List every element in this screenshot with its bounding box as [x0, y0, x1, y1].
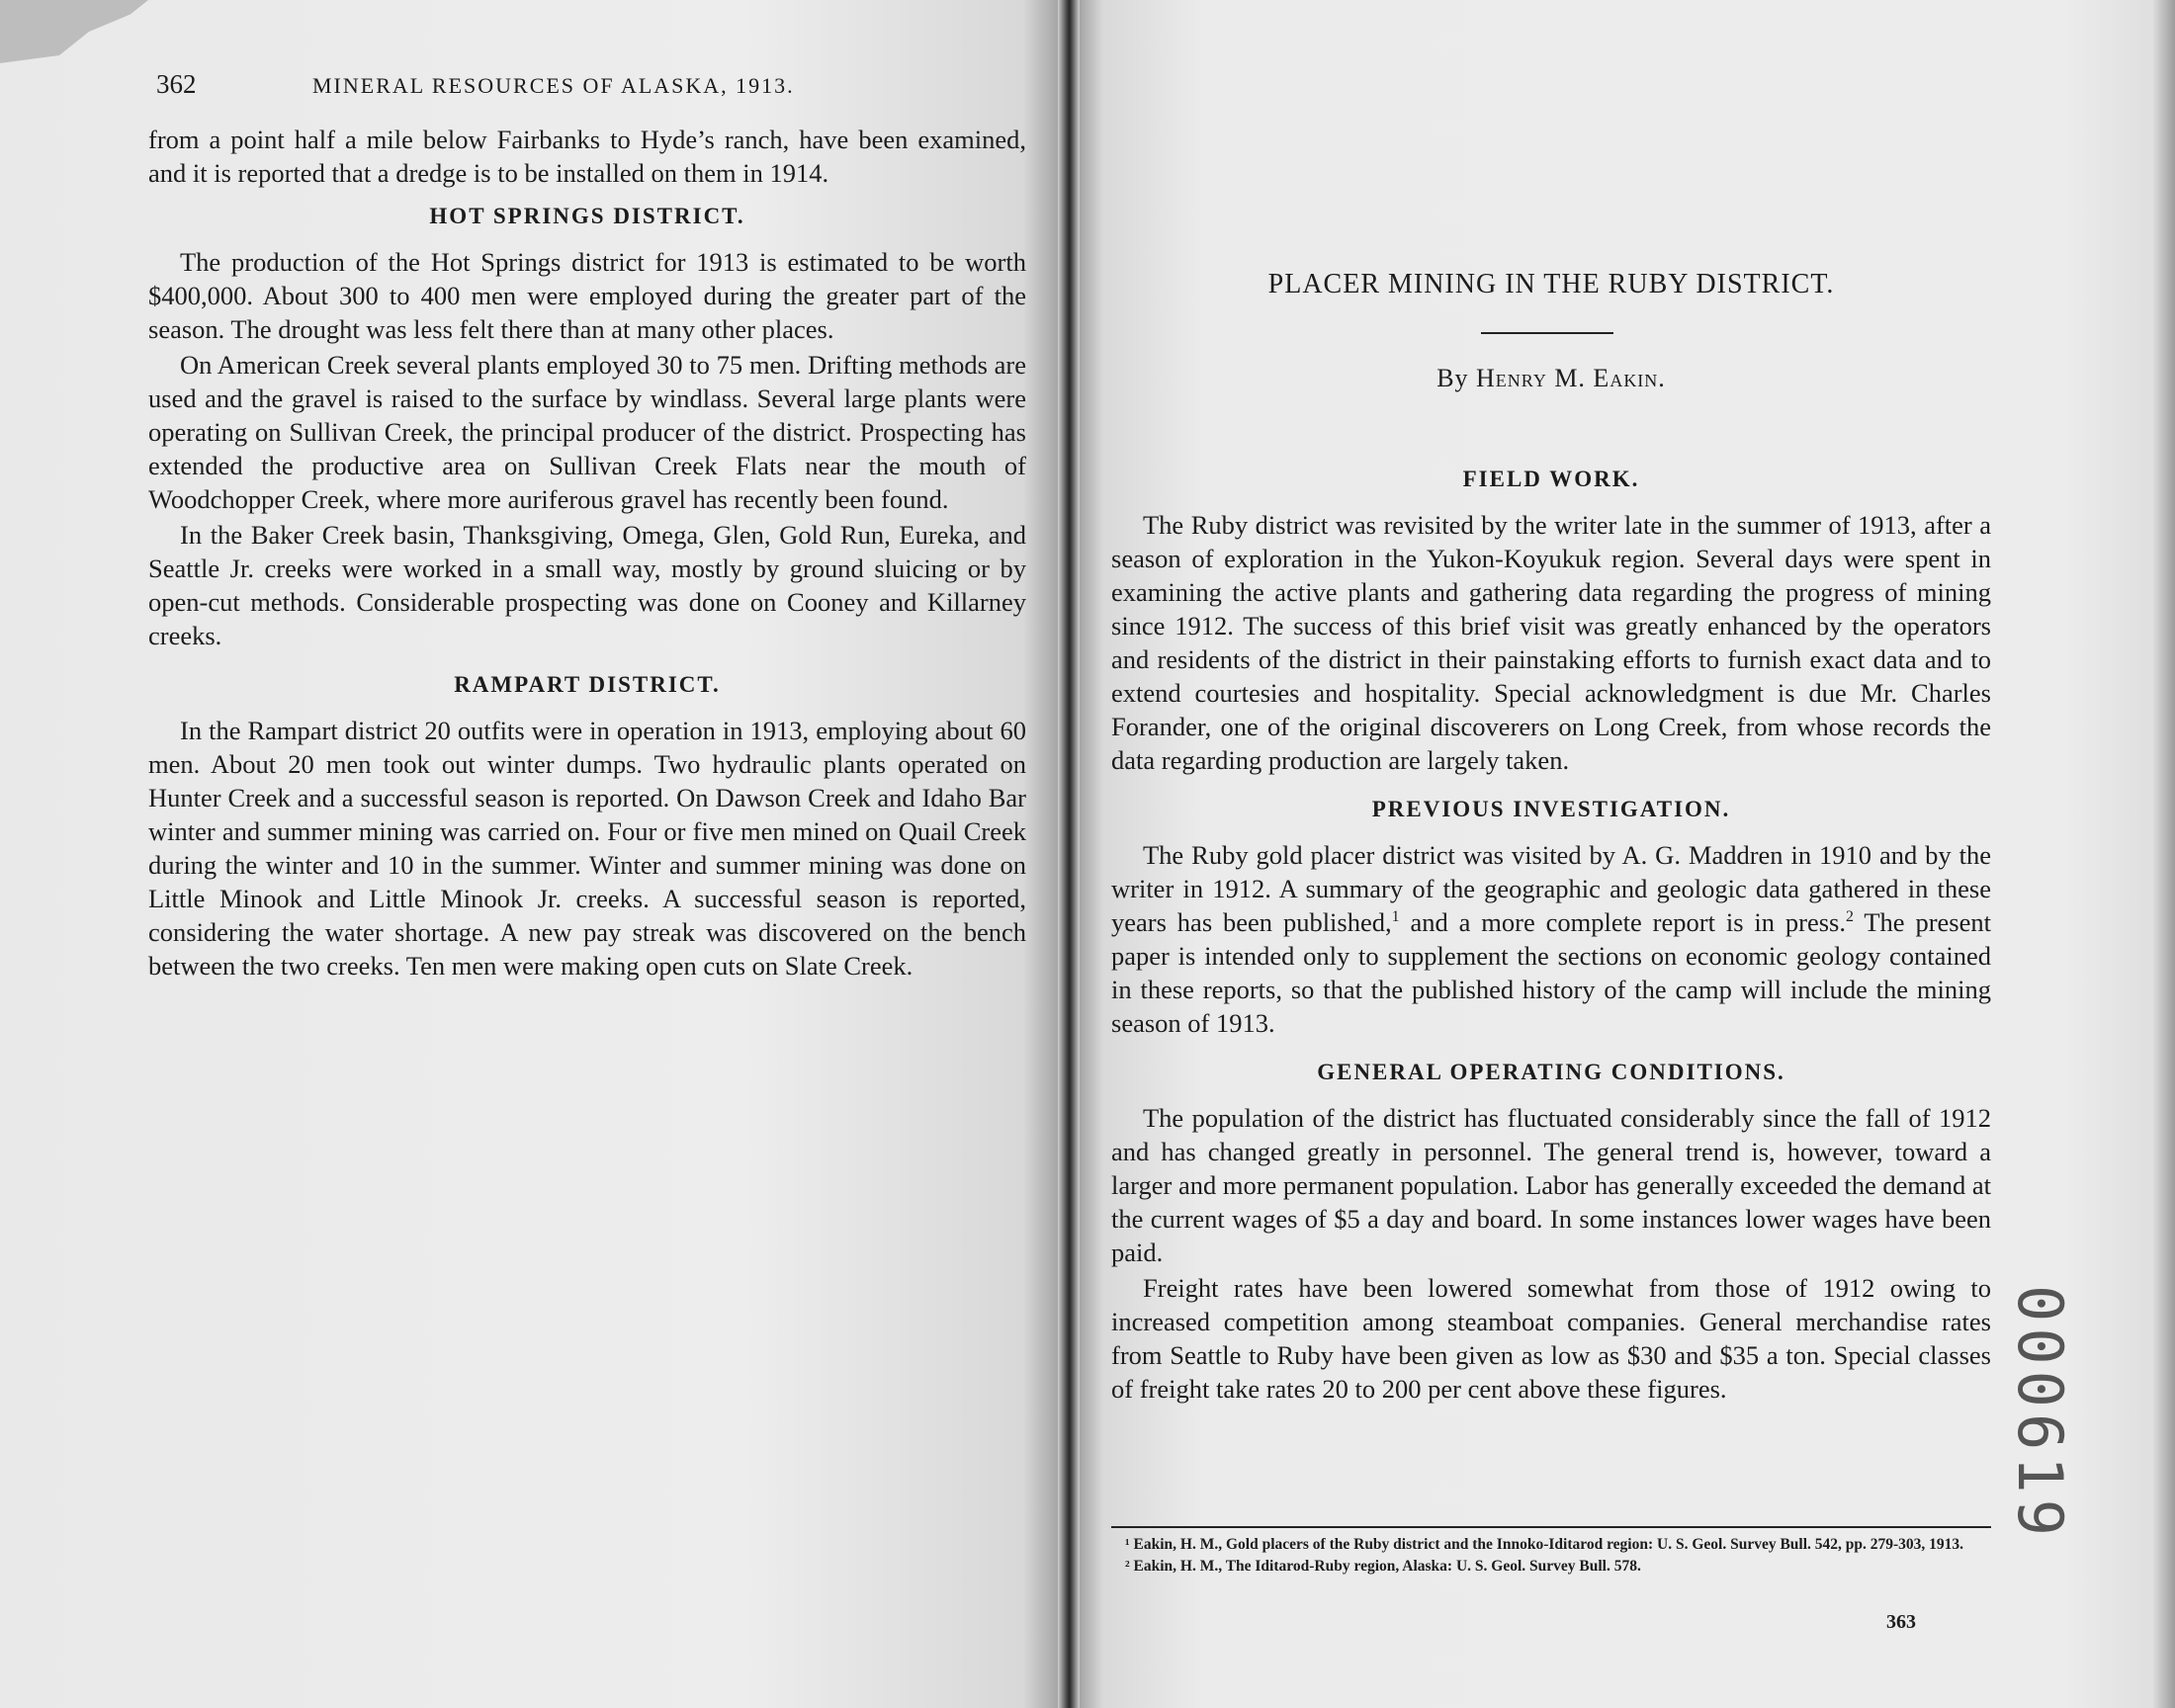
hot-springs-paragraph: On American Creek several plants employed 30 to 75 men. Drifting methods are used and the gravel is raised to the surface by windlass. Several large plants were operating on Sullivan Creek, the principal producer of the district. Prospecting has extended the productive area on Sullivan Creek Flats near the mouth of Woodchopper Creek, where more auriferous gravel has recently been found.	[148, 350, 1026, 514]
rampart-heading: RAMPART DISTRICT.	[454, 672, 721, 697]
left-page-number: 362	[156, 69, 197, 99]
previous-text-2: and a more complete report is in press.	[1399, 907, 1846, 937]
archive-stamp: 000619	[2004, 1285, 2076, 1542]
footnote-rule	[1111, 1526, 1991, 1528]
previous-investigation-heading: PREVIOUS INVESTIGATION.	[1371, 797, 1731, 821]
rampart-paragraph: In the Rampart district 20 outfits were in operation in 1913, employing about 60 men. About 20 men took out winter dumps. Two hydraulic plants operated on Hunter Creek and a successful season is reported. On Dawson Creek and Idaho Bar winter and summer mining was carried on. Four or five men mined on Quail Creek during the winter and 10 in the summer. Winter and summer mining was done on Little Minook and Little Minook Jr. creeks. A successful season is reported, considering the water shortage. A new pay streak was discovered on the bench between the two creeks. Ten men were making open cuts on Slate Creek.	[148, 716, 1026, 981]
right-page-number: 363	[1886, 1611, 1916, 1633]
byline	[1111, 364, 1991, 393]
general-conditions-heading: GENERAL OPERATING CONDITIONS.	[1317, 1060, 1785, 1084]
general-conditions-paragraph: The population of the district has fluctuated considerably since the fall of 1912 and has changed greatly in personnel. The general trend is, however, toward a larger and more permanent population. Labor has generally exceeded the demand at the current wages of $5 a day and board. In some instances lower wages have been paid.	[1111, 1103, 1991, 1267]
field-work-paragraph: The Ruby district was revisited by the writer late in the summer of 1913, after a season of exploration in the Yukon-Koyukuk region. Several days were spent in examining the active plants and gathering data regarding the progress of mining since 1912. The success of this brief visit was greatly enhanced by the operators and residents of the district in their painstaking efforts to furnish exact data and to extend courtesies and hospitality. Special acknowledgment is due Mr. Charles Forander, one of the original discoverers on Long Creek, from whose records the data regarding production are largely taken.	[1111, 510, 1991, 775]
hot-springs-heading: HOT SPRINGS DISTRICT.	[429, 204, 745, 228]
previous-text-3: The present paper is intended only to supplement the sections on economic geology contained in these reports, so that the published history of the camp will include the mining season of 1913.	[1111, 907, 1991, 1038]
general-conditions-paragraph: Freight rates have been lowered somewhat from those of 1912 owing to increased competition among steamboat companies. General merchandise rates from Seattle to Ruby have been given as low as $30 and $35 a ton. Special classes of freight take rates 20 to 200 per cent above these figures.	[1111, 1273, 1991, 1404]
left-page-body	[148, 123, 1026, 984]
running-head	[156, 69, 1046, 100]
footnote-ref-2: 2	[1846, 908, 1854, 926]
title-rule	[1481, 332, 1613, 334]
footnote-ref-1: 1	[1391, 908, 1400, 926]
hot-springs-paragraph: The production of the Hot Springs district for 1913 is estimated to be worth $400,000. About 300 to 400 men were employed during the greater part of the season. The drought was less felt there than at many other places.	[148, 247, 1026, 344]
previous-text-1: The Ruby gold placer district was visited by A. G. Maddren in 1910 and by the writer in 1912. A summary of the geographic and geologic data gathered in these years has been published,	[1111, 840, 1991, 937]
page-edge	[2153, 0, 2175, 1708]
footnote-1: ¹ Eakin, H. M., Gold placers of the Ruby district and the Innoko-Iditarod region: U. S. Geol. Survey Bull. 542, pp. 279-303, 1913.	[1125, 1536, 1964, 1553]
continued-paragraph: from a point half a mile below Fairbanks to Hyde’s ranch, have been examined, and it is reported that a dredge is to be installed on them in 1914.	[148, 125, 1026, 188]
running-head-title: MINERAL RESOURCES OF ALASKA, 1913.	[312, 73, 795, 98]
footnotes	[1111, 1534, 1991, 1578]
field-work-heading: FIELD WORK.	[1462, 467, 1640, 491]
book-spine	[1058, 0, 1080, 1708]
footnote-2: ² Eakin, H. M., The Iditarod-Ruby region, Alaska: U. S. Geol. Survey Bull. 578.	[1125, 1558, 1641, 1575]
byline-prefix: By	[1436, 364, 1469, 392]
torn-corner	[0, 0, 148, 79]
byline-author: Henry M. Eakin.	[1476, 364, 1666, 392]
hot-springs-paragraph: In the Baker Creek basin, Thanksgiving, Omega, Glen, Gold Run, Eureka, and Seattle Jr. creeks were worked in a small way, mostly by ground sluicing or by open-cut methods. Considerable prospecting was done on Cooney and Killarney creeks.	[148, 520, 1026, 650]
right-page-body	[1111, 453, 1991, 1408]
article-title: PLACER MINING IN THE RUBY DISTRICT.	[1267, 269, 1835, 299]
previous-investigation-paragraph	[1111, 838, 1991, 1040]
